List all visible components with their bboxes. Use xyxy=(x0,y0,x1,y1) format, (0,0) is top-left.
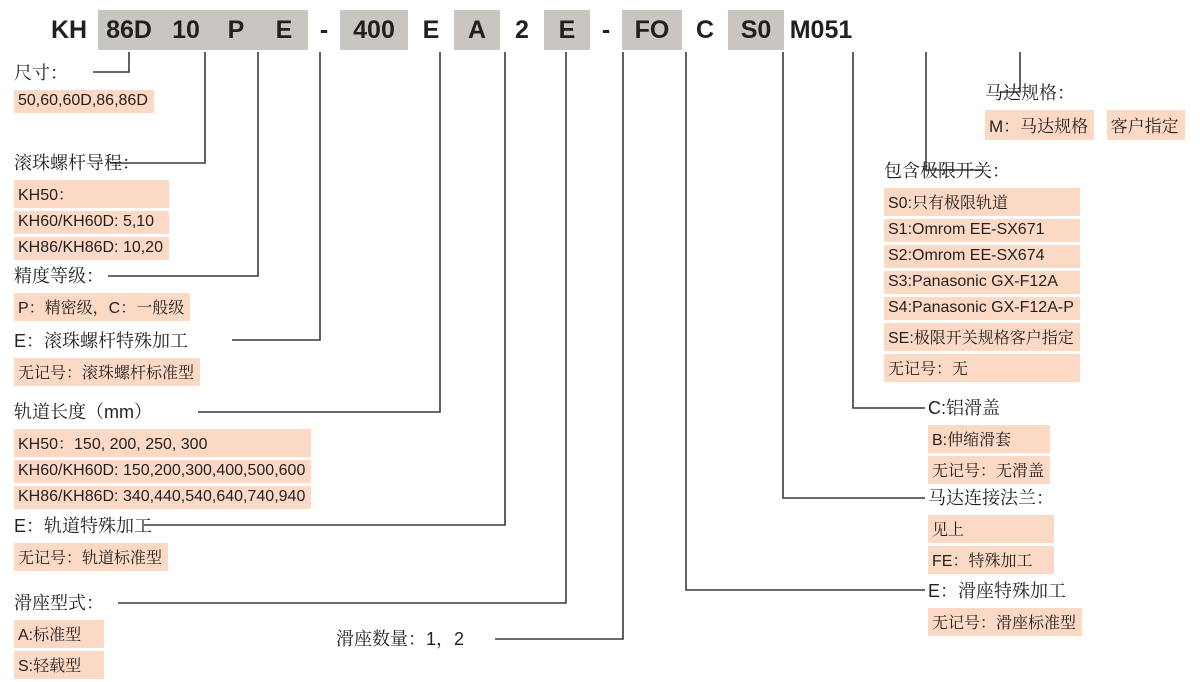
callout-cover-title: C:铝滑盖 xyxy=(928,398,1000,418)
callout-screw-special-title: E：滚珠螺杆特殊加工 xyxy=(14,331,189,351)
callout-motor-spec-row-1: 客户指定 xyxy=(1107,110,1185,140)
part-number-code-bar xyxy=(40,10,858,50)
code-segment-accuracy[interactable]: P xyxy=(212,10,260,50)
code-segment-rail-length[interactable]: 400 xyxy=(340,10,408,50)
callout-limit-switch-title: 包含极限开关： xyxy=(884,161,1010,181)
callout-motor-flange-row-1: FE：特殊加工 xyxy=(928,546,1054,574)
code-segment-size[interactable]: 86D xyxy=(98,10,160,50)
code-segment-lead[interactable]: 10 xyxy=(160,10,212,50)
callout-rail-length-row-1: KH60/KH60D: 150,200,300,400,500,600 xyxy=(14,460,311,483)
code-segment-motor-spec[interactable]: M051 xyxy=(789,16,853,44)
callout-cover-row-1: 无记号：无滑盖 xyxy=(928,456,1050,484)
callout-cover-row-0: B:伸缩滑套 xyxy=(928,425,1050,453)
callout-rail-special xyxy=(14,515,168,574)
callout-limit-switch-row-6: 无记号：无 xyxy=(884,354,1080,382)
code-segment-rail-special[interactable]: E xyxy=(422,16,440,44)
callout-screw-lead-row-0: KH50： xyxy=(14,180,169,208)
callout-size-title: 尺寸： xyxy=(14,63,68,83)
callout-limit-switch-row-3: S3:Panasonic GX-F12A xyxy=(884,271,1080,294)
callout-slider-type-row-1: S:轻载型 xyxy=(14,651,104,679)
callout-motor-flange-row-0: 见上 xyxy=(928,515,1054,543)
callout-rail-special-row-0: 无记号：轨道标准型 xyxy=(14,543,168,571)
callout-slider-special-row-0: 无记号：滑座标准型 xyxy=(928,608,1082,636)
callout-slider-type xyxy=(14,592,104,682)
code-segment-kh[interactable]: KH xyxy=(50,16,88,44)
callout-screw-lead xyxy=(14,152,169,263)
code-segment-slider-type[interactable]: A xyxy=(454,10,500,50)
callout-motor-spec-title: 马达规格： xyxy=(985,83,1075,103)
callout-slider-qty-title: 滑座数量：1，2 xyxy=(336,629,465,649)
code-segment-dash-1: - xyxy=(319,16,329,44)
callout-slider-type-title: 滑座型式： xyxy=(14,593,104,613)
callout-rail-length-title: 轨道长度（mm） xyxy=(14,402,152,422)
callout-accuracy-title: 精度等级： xyxy=(14,266,104,286)
callout-limit-switch-row-5: SE:极限开关规格客户指定 xyxy=(884,323,1080,351)
callout-slider-special xyxy=(928,580,1082,639)
callout-limit-switch-row-0: S0:只有极限轨道 xyxy=(884,188,1080,216)
callout-slider-type-row-0: A:标准型 xyxy=(14,620,104,648)
code-segment-cover[interactable]: C xyxy=(695,16,715,44)
callout-motor-flange xyxy=(928,487,1054,577)
callout-motor-flange-title: 马达连接法兰： xyxy=(928,488,1054,508)
code-segment-slider-qty[interactable]: 2 xyxy=(515,16,529,44)
callout-size-row-0: 50,60,60D,86,86D xyxy=(14,90,154,113)
callout-slider-special-title: E：滑座特殊加工 xyxy=(928,581,1067,601)
callout-size xyxy=(14,62,154,116)
code-segment-motor-flange[interactable]: FO xyxy=(622,10,682,50)
callout-motor-spec xyxy=(985,82,1185,140)
callout-screw-lead-title: 滚珠螺杆导程： xyxy=(14,153,140,173)
callout-accuracy-row-0: P：精密级，C：一般级 xyxy=(14,293,190,321)
code-segment-limit-switch[interactable]: S0 xyxy=(728,10,784,50)
callout-limit-switch-row-2: S2:Omrom EE-SX674 xyxy=(884,245,1080,268)
code-segment-dash-2: - xyxy=(601,16,611,44)
callout-rail-special-title: E：轨道特殊加工 xyxy=(14,516,153,536)
callout-screw-lead-row-1: KH60/KH60D: 5,10 xyxy=(14,211,169,234)
callout-limit-switch-row-4: S4:Panasonic GX-F12A-P xyxy=(884,297,1080,320)
callout-motor-spec-row-0: M：马达规格 xyxy=(985,110,1094,140)
callout-limit-switch xyxy=(884,160,1080,385)
code-segment-screw-special[interactable]: E xyxy=(260,10,308,50)
callout-rail-length xyxy=(14,401,311,512)
callout-rail-length-row-0: KH50：150, 200, 250, 300 xyxy=(14,429,311,457)
callout-screw-special-row-0: 无记号：滚珠螺杆标准型 xyxy=(14,358,200,386)
callout-limit-switch-row-1: S1:Omrom EE-SX671 xyxy=(884,219,1080,242)
callout-screw-lead-row-2: KH86/KH86D: 10,20 xyxy=(14,237,169,260)
callout-accuracy xyxy=(14,265,190,324)
callout-cover xyxy=(928,397,1050,487)
callout-rail-length-row-2: KH86/KH86D: 340,440,540,640,740,940 xyxy=(14,486,311,509)
callout-screw-special xyxy=(14,330,200,389)
code-segment-slider-special[interactable]: E xyxy=(544,10,590,50)
